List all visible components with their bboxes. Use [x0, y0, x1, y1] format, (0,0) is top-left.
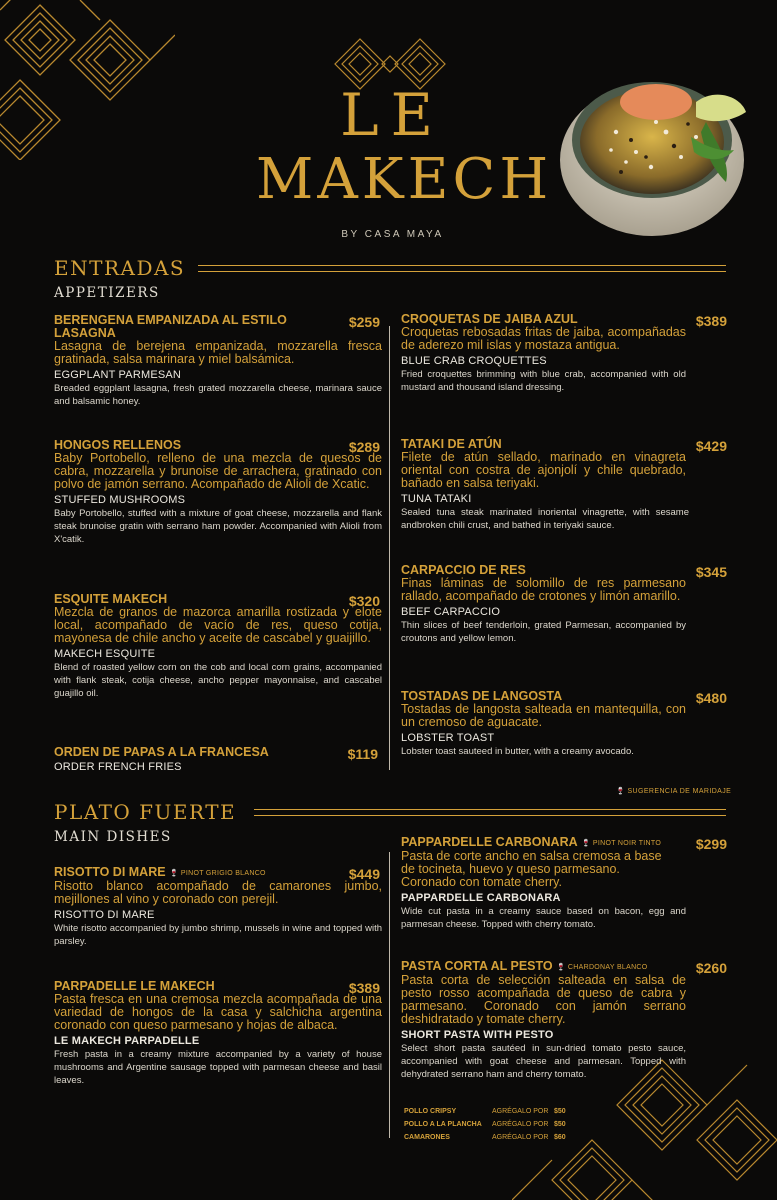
item-description-es: Pasta de corte ancho en salsa cremosa a base de tocineta, huevo y queso parmesano. Coronado con tomate cherry.: [401, 849, 662, 889]
entradas-subtitle: APPETIZERS: [54, 285, 160, 301]
item-name-en: MAKECH ESQUITE: [54, 648, 156, 660]
menu-item: [401, 960, 727, 1081]
item-name-en: TUNA TATAKI: [401, 493, 472, 505]
item-name-text: PAPPARDELLE CARBONARA: [401, 835, 578, 849]
item-price: $289: [348, 439, 380, 455]
add-on-label: AGRÉGALO POR: [492, 1134, 549, 1141]
item-description-en: White risotto accompanied by jumbo shrimp, mussels in wine and topped with parsley.: [54, 923, 382, 947]
item-name: BERENGENA EMPANIZADA AL ESTILO LASAGNA: [54, 313, 287, 340]
item-name-en: PAPPARDELLE CARBONARA: [401, 892, 561, 904]
item-description-es: Mezcla de granos de mazorca amarilla rostizada y elote local, acompañado de vacío de res, queso cotija, mayonesa de chile ancho y aceite de cascabel y guaijillo.: [54, 605, 382, 645]
pairing-label: [557, 964, 648, 971]
item-name: [54, 866, 382, 880]
item-description-es: Croquetas rebosadas fritas de jaiba, acompañadas de aderezo mil islas y mostaza antigua.: [401, 325, 686, 352]
item-description-es: Finas láminas de solomillo de res parmesano rallado, acompañado de crotones y limón amarillo.: [401, 576, 686, 603]
add-on-name: CAMARONES: [404, 1134, 450, 1141]
item-description-es: Risotto blanco acompañado de camarones jumbo, mejillones al vino y coronado con perejil.: [54, 879, 382, 906]
menu-item: [54, 314, 382, 408]
item-name-text: PASTA CORTA AL PESTO: [401, 959, 553, 973]
item-name: CROQUETAS DE JAIBA AZUL: [401, 312, 578, 326]
item-name-en: STUFFED MUSHROOMS: [54, 494, 186, 506]
menu-item: [54, 746, 382, 774]
add-on-row: [404, 1108, 566, 1121]
wine-glass-icon: 🍷: [169, 870, 179, 877]
add-on-price: $50: [554, 1121, 566, 1128]
item-name: ESQUITE MAKECH: [54, 592, 168, 606]
item-price: $449: [348, 866, 380, 882]
logo-subtitle: BY CASA MAYA: [341, 229, 444, 240]
pairing-label: [582, 840, 661, 847]
wine-glass-icon: 🍷: [581, 840, 591, 847]
item-description-es: Pasta fresca en una cremosa mezcla acompañada de una variedad de hongos de la casa y salchicha argentina coronado con queso parmesano y hojas de albaca.: [54, 992, 382, 1032]
item-name: [401, 960, 727, 974]
plato-rule-1: [254, 809, 726, 810]
item-description-es: Baby Portobello, relleno de una mezcla de quesos de cabra, mozzarella y brunoise de arrachera, gratinado con polvo de jamón serrano. Acompañado de Alioli de Xcatic.: [54, 451, 382, 491]
pairing-text: CHARDONAY BLANCO: [567, 964, 648, 971]
add-on-price: $60: [554, 1134, 566, 1141]
item-price: $480: [695, 690, 727, 706]
pairing-note: [616, 787, 731, 795]
menu-item: [401, 438, 727, 532]
item-name: [401, 836, 727, 850]
item-price: $259: [348, 314, 380, 330]
item-price: $429: [695, 438, 727, 454]
item-description-es: Pasta corta de selección salteada en salsa de pesto rosso acompañada de queso de cabra y parmesano. Coronado con jamón serrano deshidratado y tomate cherry.: [401, 973, 686, 1026]
pairing-text: PINOT GRIGIO BLANCO: [180, 870, 266, 877]
logo-makech: MAKECH: [256, 147, 553, 212]
item-description-en: Lobster toast sauteed in butter, with a creamy avocado.: [401, 746, 634, 757]
item-name-en: ORDER FRENCH FRIES: [54, 761, 182, 773]
add-on-name: POLLO A LA PLANCHA: [404, 1121, 482, 1128]
menu-item: [54, 439, 382, 546]
item-name: TATAKI DE ATÚN: [401, 437, 502, 451]
item-name-en: BEEF CARPACCIO: [401, 606, 501, 618]
item-description-es: Tostadas de langosta salteada en mantequilla, con un cremoso de aguacate.: [401, 702, 686, 729]
add-on-row: [404, 1121, 566, 1134]
item-price: $389: [348, 980, 380, 996]
item-name-en: BLUE CRAB CROQUETTES: [401, 355, 547, 367]
item-description-en: Baby Portobello, stuffed with a mixture of goat cheese, mozzarella and flank steak brunoise gratin with serrano ham powder. Accompanied with Alioli from X'catik.: [54, 508, 382, 545]
item-description-en: Blend of roasted yellow corn on the cob and local corn grains, accompanied with flank steak, cotija cheese, ancho pepper mayonnaise, and cascabel guajillo oil.: [54, 662, 382, 699]
pairing-label: [170, 870, 266, 877]
item-description-en: Thin slices of beef tenderloin, grated Parmesan, accompanied by croutons and yellow lemon.: [401, 620, 686, 644]
menu-item: [54, 593, 382, 700]
item-name-text: RISOTTO DI MARE: [54, 865, 166, 879]
menu-item: [54, 866, 382, 948]
item-description-en: Wide cut pasta in a creamy sauce based on bacon, egg and parmesan cheese. Topped with cherry tomato.: [401, 906, 686, 930]
item-description-en: Breaded eggplant lasagna, fresh grated mozzarella cheese, marinara sauce and balsamic honey.: [54, 383, 382, 407]
add-on-name: POLLO CRIPSY: [404, 1108, 457, 1115]
menu-item: [401, 564, 727, 645]
pairing-note-text: SUGERENCIA DE MARIDAJE: [627, 788, 732, 795]
plato-fuerte-title: PLATO FUERTE: [54, 800, 237, 824]
item-price: $260: [695, 960, 727, 976]
entradas-column-divider: [389, 326, 390, 770]
add-on-row: [404, 1134, 566, 1147]
item-name: ORDEN DE PAPAS A LA FRANCESA: [54, 745, 269, 759]
item-price: $345: [695, 564, 727, 580]
item-name-en: EGGPLANT PARMESAN: [54, 369, 182, 381]
item-description-en: Sealed tuna steak marinated inoriental vinagrette, with sesame andbroken chili crust, and bathed in teriyaki sauce.: [401, 507, 689, 531]
add-on-label: AGRÉGALO POR: [492, 1108, 549, 1115]
item-description-es: Lasagna de berejena empanizada, mozzarella fresca gratinada, salsa marinara y miel balsámica.: [54, 339, 382, 366]
item-name: HONGOS RELLENOS: [54, 438, 182, 452]
plato-column-divider: [389, 852, 390, 1138]
item-name: TOSTADAS DE LANGOSTA: [401, 689, 563, 703]
entradas-rule-2: [198, 271, 726, 272]
menu-item: [401, 836, 727, 931]
menu-item: [54, 980, 382, 1087]
item-price: $320: [348, 593, 380, 609]
logo-le: LE: [340, 81, 445, 149]
item-name-en: LOBSTER TOAST: [401, 732, 495, 744]
wine-glass-icon: 🍷: [556, 964, 566, 971]
item-description-en: Fresh pasta in a creamy mixture accompanied by a variety of house mushrooms and Argentine sausage topped with parmesan cheese and basil leaves.: [54, 1049, 382, 1086]
add-ons-list: [404, 1108, 566, 1147]
wine-glass-icon: 🍷: [616, 788, 626, 795]
entradas-title: ENTRADAS: [54, 256, 186, 280]
item-description-en: Fried croquettes brimming with blue crab, accompanied with old mustard and thousand island dressing.: [401, 369, 686, 393]
add-on-price: $50: [554, 1108, 566, 1115]
item-name: CARPACCIO DE RES: [401, 563, 526, 577]
plato-fuerte-subtitle: MAIN DISHES: [54, 829, 172, 845]
pairing-text: PINOT NOIR TINTO: [592, 840, 662, 847]
item-name-en: SHORT PASTA WITH PESTO: [401, 1029, 554, 1041]
item-description-en: Select short pasta sautéed in sun-dried tomato pesto sauce, accompanied with goat cheese and parmesan. Topped with dehydrated serrano ham and cherry tomato.: [401, 1043, 686, 1080]
menu-item: [401, 690, 727, 758]
item-name-en: RISOTTO DI MARE: [54, 909, 155, 921]
top-left-ornament: [0, 0, 175, 160]
item-name: PARPADELLE LE MAKECH: [54, 979, 215, 993]
plato-rule-2: [254, 815, 726, 816]
item-description-es: Filete de atún sellado, marinado en vinagreta oriental con costra de ajonjolí y chile quebrado, bañado en salsa teriyaki.: [401, 450, 686, 490]
menu-item: [401, 313, 727, 394]
entradas-rule-1: [198, 265, 726, 266]
item-price: $299: [695, 836, 727, 852]
add-on-label: AGRÉGALO POR: [492, 1121, 549, 1128]
item-name-en: LE MAKECH PARPADELLE: [54, 1035, 200, 1047]
dish-photo: [556, 62, 752, 238]
item-price: $119: [347, 746, 378, 762]
item-price: $389: [695, 313, 727, 329]
